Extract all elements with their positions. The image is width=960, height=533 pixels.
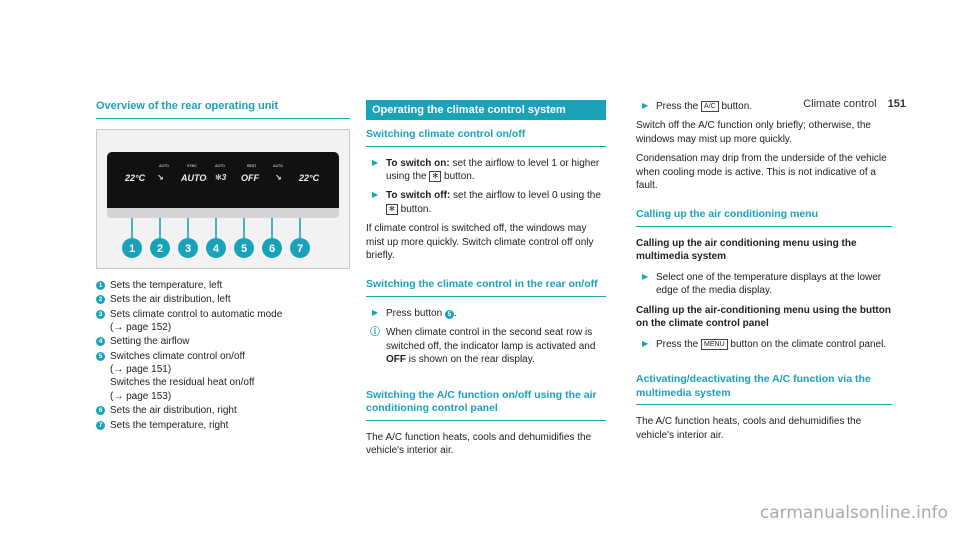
panel-auto: AUTO: [181, 172, 207, 183]
legend-item: [96, 419, 350, 432]
menu-button-icon: MENU: [701, 339, 728, 350]
legend-item: [96, 335, 350, 348]
instruction-step: ▶ Select one of the temperature displays at the lower edge of the media display.: [642, 271, 882, 297]
callout-number: 2: [156, 242, 164, 255]
legend-text: Switches climate control on/off: [110, 350, 245, 362]
fan-icon: ✻3: [215, 172, 227, 182]
legend-text: Sets the air distribution, left: [110, 294, 231, 306]
legend-text: Switches the residual heat on/off: [110, 377, 255, 389]
watermark: carmanualsonline.info: [759, 503, 948, 523]
callout-number: 5: [240, 242, 248, 255]
ac-menu-heading: Calling up the air conditioning menu: [636, 208, 892, 227]
panel-label: AUTO: [159, 163, 169, 168]
air-distribution-icon: ↘: [157, 172, 164, 182]
panel-label: REST: [247, 163, 257, 168]
callout-number: 6: [268, 242, 276, 255]
legend-item: [96, 293, 350, 306]
triangle-arrow-icon: ▶: [642, 101, 649, 110]
panel-temp-right: 22°C: [299, 172, 320, 183]
ac-panel-heading: Switching the A/C function on/off using the air conditioning control panel: [366, 389, 606, 421]
info-paragraph: If climate control is switched off, the windows may mist up more quickly. Switch climate control off only briefly.: [366, 223, 594, 261]
column-ac: [636, 100, 892, 442]
callout-reference: 5: [445, 310, 454, 319]
triangle-arrow-icon: ▶: [642, 271, 649, 281]
instruction-step: ▶ Press the A/C button.: [642, 101, 753, 112]
legend-item: [96, 350, 350, 404]
panel-label: SYNC: [187, 163, 197, 168]
legend-number: 5: [96, 352, 105, 361]
page-number: 151: [887, 98, 906, 110]
legend-number: 6: [96, 406, 105, 415]
triangle-arrow-icon: ▶: [642, 338, 649, 348]
panel-temp-left: 22°C: [125, 172, 146, 183]
multimedia-heading: Calling up the air conditioning menu using the multimedia system: [636, 237, 857, 262]
panel-label: AUTO: [215, 163, 225, 168]
fan-icon: ✻: [429, 171, 441, 182]
legend-number: 7: [96, 421, 105, 430]
instruction-step: ▶ Press the MENU button on the climate control panel.: [642, 338, 887, 350]
switch-on-off-heading: Switching climate control on/off: [366, 128, 606, 147]
ac-button-icon: A/C: [701, 101, 719, 112]
instruction-step: ▶ Press button 5 .: [372, 308, 457, 320]
legend-text: Sets climate control to automatic mode: [110, 308, 283, 320]
callout-number: 3: [184, 242, 192, 255]
fan-icon: ✻: [386, 204, 398, 215]
info-paragraph: Switch off the A/C function only briefly; otherwise, the windows may mist up more quickly.: [636, 120, 871, 145]
legend-text: Sets the air distribution, right: [110, 405, 237, 417]
page-reference-link[interactable]: (→ page 153): [110, 390, 172, 402]
panel-button-heading: Calling up the air-conditioning menu using the button on the climate control panel: [636, 304, 891, 329]
callout-markers: [97, 218, 350, 269]
column-operating: [366, 100, 606, 458]
page-reference-link[interactable]: (→ page 152): [110, 321, 172, 333]
callout-number: 1: [128, 242, 136, 255]
button-strip: [107, 208, 339, 218]
legend-text: Sets the temperature, left: [110, 279, 223, 291]
ac-paragraph: The A/C function heats, cools and dehumidifies the vehicle's interior air.: [636, 416, 862, 441]
ac-paragraph: The A/C function heats, cools and dehumidifies the vehicle's interior air.: [366, 431, 592, 457]
legend-number: 1: [96, 281, 105, 290]
legend-text: Sets the temperature, right: [110, 419, 229, 431]
page-reference-link[interactable]: (→ page 151): [110, 364, 172, 376]
overview-heading: Overview of the rear operating unit: [96, 100, 350, 119]
air-distribution-icon: ↘: [275, 172, 282, 182]
rear-on-off-heading: Switching the climate control in the rear on/off: [366, 278, 606, 297]
triangle-arrow-icon: ▶: [372, 157, 379, 167]
info-icon: ⓘ: [370, 327, 380, 339]
operating-heading: Operating the climate control system: [366, 100, 606, 120]
legend-item: [96, 404, 350, 417]
callout-number: 7: [296, 242, 304, 255]
instruction-step: ▶ To switch off: set the airflow to level 0 using the ✻ button.: [372, 190, 601, 215]
legend-item: [96, 308, 350, 335]
ac-multimedia-heading: Activating/deactivating the A/C function via the multimedia system: [636, 373, 892, 405]
rear-unit-illustration: [96, 129, 350, 269]
info-paragraph: Condensation may drip from the underside of the vehicle when cooling mode is active. This is not indicative of a fault.: [636, 153, 887, 191]
panel-off: OFF: [241, 172, 259, 183]
info-note: ⓘ When climate control in the second seat row is switched off, the indicator lamp is activated and OFF is shown on the rear display.: [370, 327, 596, 366]
legend-item: [96, 279, 350, 292]
callout-number: 4: [212, 242, 220, 255]
triangle-arrow-icon: ▶: [372, 190, 379, 200]
column-overview: [96, 100, 350, 433]
instruction-step: ▶ To switch on: set the airflow to level 1 or higher using the ✻ button.: [372, 157, 600, 183]
legend-number: 3: [96, 310, 105, 319]
panel-label: AUTO: [273, 163, 283, 168]
triangle-arrow-icon: ▶: [372, 308, 379, 318]
section-title: Climate control: [803, 98, 877, 110]
legend-number: 4: [96, 337, 105, 346]
legend-number: 2: [96, 295, 105, 304]
legend-text: Setting the airflow: [110, 336, 190, 348]
